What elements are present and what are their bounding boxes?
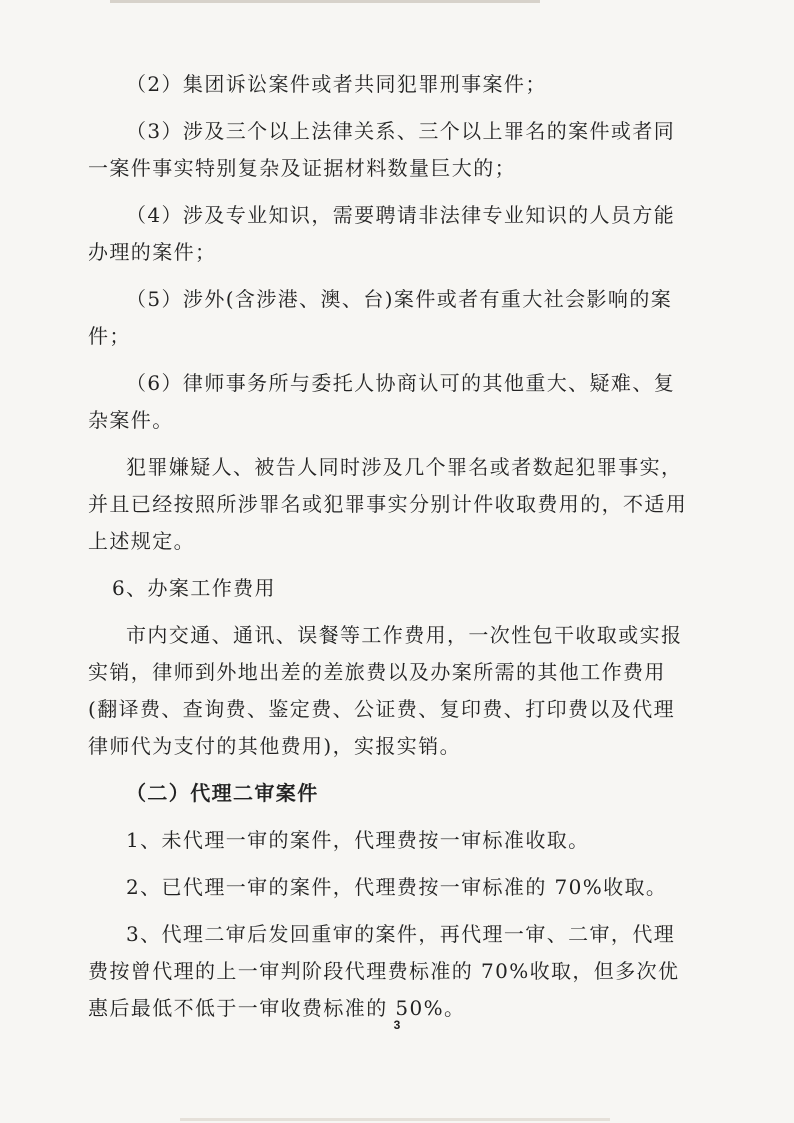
subsection-item: 2、已代理一审的案件，代理费按一审标准的 70%收取。 <box>126 875 668 899</box>
list-item: （4）涉及专业知识，需要聘请非法律专业知识的人员方能办理的案件； <box>88 203 676 264</box>
document-body <box>88 66 688 1037</box>
list-item: （5）涉外(含涉港、澳、台)案件或者有重大社会影响的案件； <box>88 287 673 348</box>
exception-paragraph: 犯罪嫌疑人、被告人同时涉及几个罪名或者数起犯罪事实，并且已经按照所涉罪名或犯罪事实分别计件收取费用的，不适用上述规定。 <box>88 455 688 553</box>
section-6-body: 市内交通、通讯、误餐等工作费用，一次性包干收取或实报实销，律师到外地出差的差旅费以及办案所需的其他工作费用(翻译费、查询费、鉴定费、公证费、复印费、打印费以及代理律师代为支付的其他费用)，实报实销。 <box>88 623 683 758</box>
list-item: （6）律师事务所与委托人协商认可的其他重大、疑难、复杂案件。 <box>88 371 676 432</box>
scan-edge-bottom <box>180 1118 610 1121</box>
scan-edge-top <box>110 0 540 3</box>
page-number: 3 <box>393 1018 401 1032</box>
list-item: （2）集团诉讼案件或者共同犯罪刑事案件； <box>126 72 547 96</box>
subsection-item: 1、未代理一审的案件，代理费按一审标准收取。 <box>126 828 590 852</box>
subsection-title: （二）代理二审案件 <box>126 781 319 805</box>
list-item: （3）涉及三个以上法律关系、三个以上罪名的案件或者同一案件事实特别复杂及证据材料数量巨大的； <box>88 119 676 180</box>
subsection-item: 3、代理二审后发回重审的案件，再代理一审、二审，代理费按曾代理的上一审判阶段代理费标准的 70%收取，但多次优惠后最低不低于一审收费标准的 50%。 <box>88 922 680 1020</box>
section-6-title: 6、办案工作费用 <box>112 576 276 600</box>
